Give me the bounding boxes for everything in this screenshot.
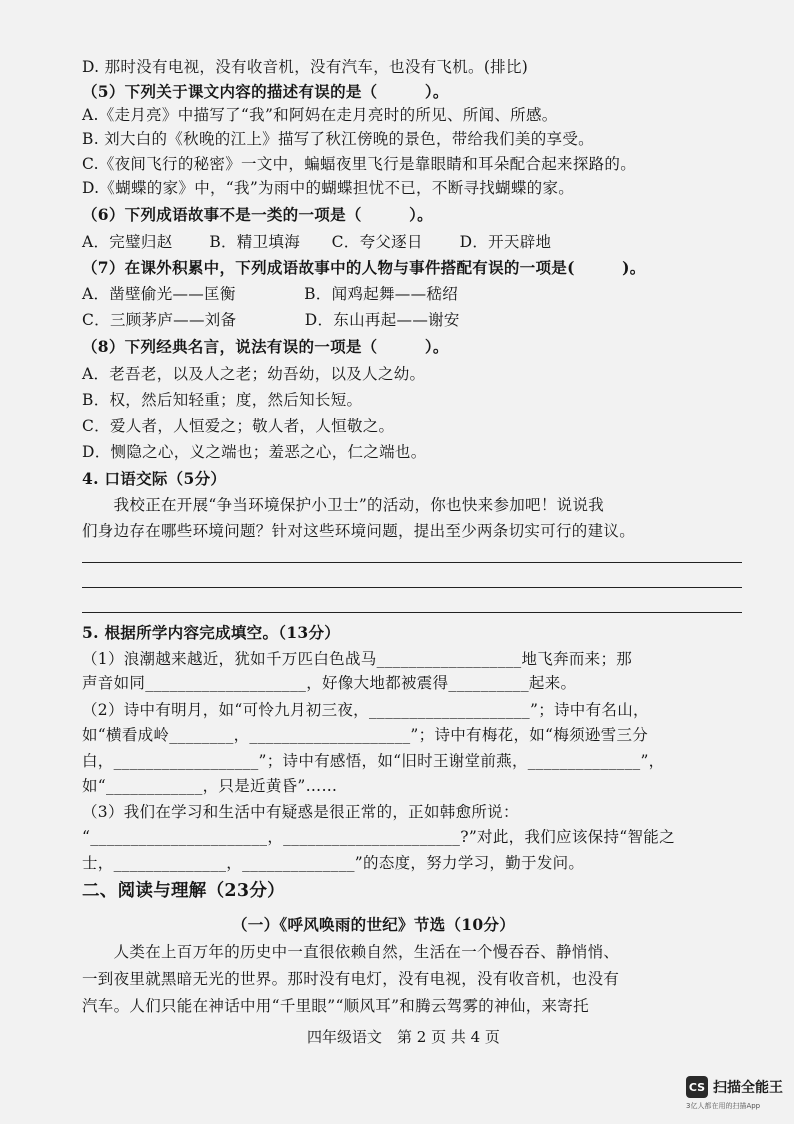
- option-4d-line: D. 那时没有电视，没有收音机，没有汽车，也没有飞机。(排比): [82, 58, 529, 76]
- answer-line-3[interactable]: [82, 612, 742, 613]
- q7-options-ab: A．凿壁偷光——匡衡 B．闻鸡起舞——嵇绍: [82, 285, 459, 303]
- oral-prompt-line-2: 们身边存在哪些环境问题？针对这些环境问题，提出至少两条切实可行的建议。: [82, 522, 636, 540]
- fill-3-line-2: “______________________，______________________?”对此，我们应该保持“智能之: [82, 828, 675, 846]
- q8-option-a: A．老吾老，以及人之老；幼吾幼，以及人之幼。: [82, 365, 426, 383]
- passage-line-3: 汽车。人们只能在神话中用“千里眼”“顺风耳”和腾云驾雾的神仙，来寄托: [82, 997, 589, 1015]
- q8-option-b: B．权，然后知轻重；度，然后知长短。: [82, 391, 363, 409]
- answer-line-2[interactable]: [82, 587, 742, 588]
- fill-1-line-2: 声音如同____________________，好像大地都被震得__________起来。: [82, 674, 577, 692]
- q7-options-cd: C．三顾茅庐——刘备 D．东山再起——谢安: [82, 311, 460, 329]
- question-6: （6）下列成语故事不是一类的一项是（ ）。: [82, 205, 433, 224]
- passage-line-1: 人类在上百万年的历史中一直很依赖自然，生活在一个慢吞吞、静悄悄、: [82, 943, 620, 961]
- fill-2-line-4: 如“____________，只是近黄昏”……: [82, 777, 338, 795]
- answer-line-1[interactable]: [82, 562, 742, 563]
- q8-option-c: C．爱人者，人恒爱之；敬人者，人恒敬之。: [82, 417, 395, 435]
- q8-option-d: D．恻隐之心，义之端也；羞恶之心，仁之端也。: [82, 443, 427, 461]
- oral-prompt-line-1: 我校正在开展“争当环境保护小卫士”的活动，你也快来参加吧！说说我: [82, 496, 605, 514]
- q5-option-d: D.《蝴蝶的家》中，“我”为雨中的蝴蝶担忧不已，不断寻找蝴蝶的家。: [82, 179, 575, 197]
- passage-1-title: （一）《呼风唤雨的世纪》节选（10分）: [232, 915, 516, 934]
- question-7: （7）在课外积累中，下列成语故事中的人物与事件搭配有误的一项是( )。: [82, 258, 646, 277]
- q6-options: A．完璧归赵 B．精卫填海 C．夸父逐日 D．开天辟地: [82, 233, 552, 251]
- camscanner-logo-icon: CS: [686, 1076, 708, 1098]
- fill-1-line-1: （1）浪潮越来越近，犹如千万匹白色战马__________________地飞奔而来；那: [82, 650, 633, 668]
- scanner-app-name: 扫描全能王: [713, 1080, 783, 1096]
- fill-3-line-1: （3）我们在学习和生活中有疑惑是很正常的，正如韩愈所说：: [82, 803, 519, 821]
- fill-2-line-2: 如“横看成岭________，____________________”；诗中有梅花，如“梅须逊雪三分: [82, 726, 649, 744]
- scanner-watermark: [686, 1076, 783, 1098]
- section-5-heading: 5. 根据所学内容完成填空。（13分）: [82, 623, 341, 642]
- question-5: （5）下列关于课文内容的描述有误的是（ ）。: [82, 82, 449, 101]
- fill-3-line-3: 士，______________，______________”的态度，努力学习，勤于发问。: [82, 854, 585, 872]
- scanner-tagline: 3亿人都在用的扫描App: [686, 1102, 761, 1110]
- q5-option-b: B. 刘大白的《秋晚的江上》描写了秋江傍晚的景色，带给我们美的享受。: [82, 130, 594, 148]
- q5-option-a: A.《走月亮》中描写了“我”和阿妈在走月亮时的所见、所闻、所感。: [82, 106, 558, 124]
- part-2-heading: 二、阅读与理解（23分）: [82, 881, 285, 901]
- section-4-heading: 4. 口语交际（5分）: [82, 469, 227, 488]
- page-footer: 四年级语文 第 2 页 共 4 页: [307, 1028, 500, 1046]
- q5-option-c: C.《夜间飞行的秘密》一文中，蝙蝠夜里飞行是靠眼睛和耳朵配合起来探路的。: [82, 155, 637, 173]
- passage-line-2: 一到夜里就黑暗无光的世界。那时没有电灯，没有电视，没有收音机，也没有: [82, 970, 620, 988]
- fill-2-line-1: （2）诗中有明月，如“可怜九月初三夜，____________________”；诗中有名山，: [82, 701, 649, 719]
- fill-2-line-3: 白，__________________”；诗中有感悟，如“旧时王谢堂前燕，______________”，: [82, 752, 665, 770]
- question-8: （8）下列经典名言，说法有误的一项是（ ）。: [82, 337, 449, 356]
